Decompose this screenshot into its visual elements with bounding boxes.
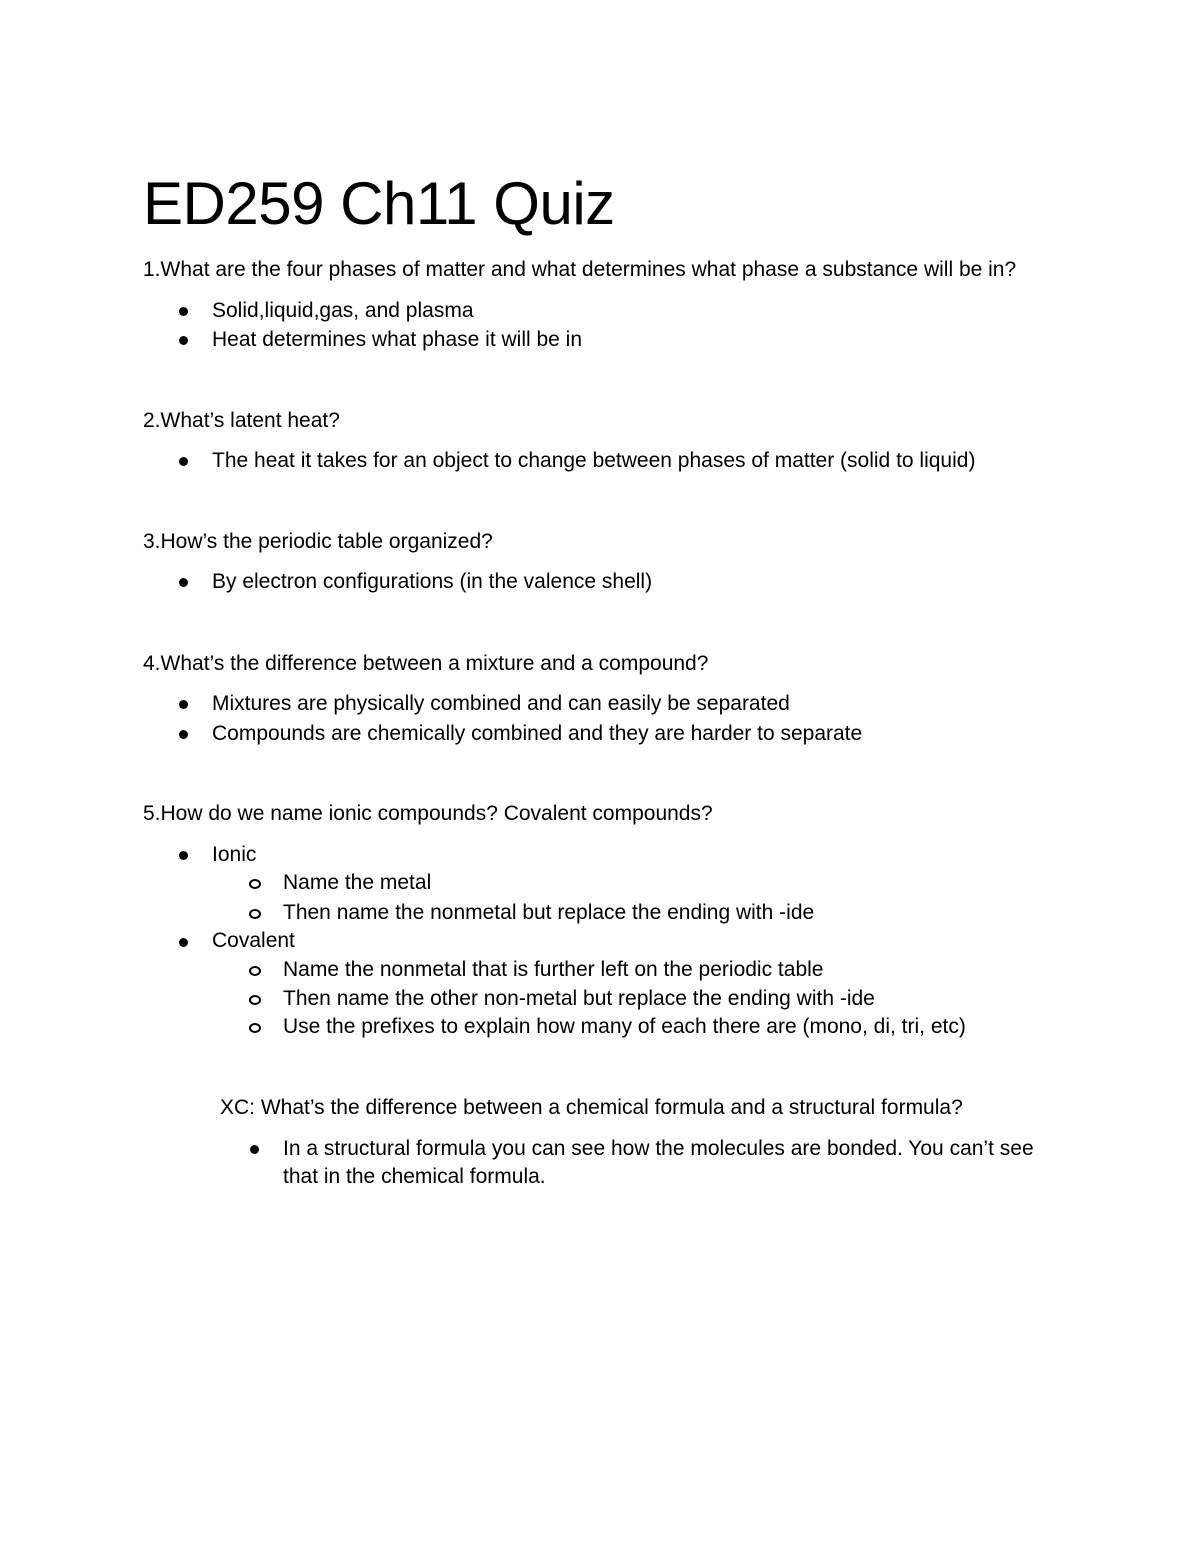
sub-bullet-icon — [249, 995, 261, 1005]
question-5 — [143, 800, 713, 828]
answer-sub-item: Then name the nonmetal but replace the ending with -ide — [283, 901, 815, 924]
bullet-icon — [250, 1145, 259, 1154]
question-4 — [143, 650, 708, 678]
bullet-icon — [179, 307, 188, 316]
answer-item: Solid,liquid,gas, and plasma — [212, 299, 474, 322]
bullet-icon — [179, 700, 188, 709]
sub-bullet-icon — [249, 966, 261, 976]
bullet-icon — [179, 851, 188, 860]
question-text: How’s the periodic table organized? — [160, 530, 493, 553]
question-number: 1. — [143, 258, 161, 281]
answer-sub-item: Name the nonmetal that is further left on the periodic table — [283, 958, 824, 981]
bullet-icon — [179, 578, 188, 587]
question-number: 3. — [143, 530, 161, 553]
bullet-icon — [179, 938, 188, 947]
bullet-icon — [179, 730, 188, 739]
sub-bullet-icon — [249, 909, 261, 919]
question-number: 2. — [143, 409, 161, 432]
question-1 — [143, 256, 1016, 284]
question-text: What’s latent heat? — [160, 409, 340, 432]
question-number: 4. — [143, 652, 161, 675]
question-3 — [143, 528, 493, 556]
answer-item: The heat it takes for an object to change between phases of matter (solid to liquid) — [212, 449, 976, 472]
answer-item: By electron configurations (in the valence shell) — [212, 570, 653, 593]
answer-item: Mixtures are physically combined and can easily be separated — [212, 692, 790, 715]
answer-item: Heat determines what phase it will be in — [212, 328, 583, 351]
sub-bullet-icon — [249, 879, 261, 889]
bullet-icon — [179, 336, 188, 345]
answer-group-label: Covalent — [212, 929, 295, 952]
extra-credit-question: XC: What’s the difference between a chemical formula and a structural formula? — [220, 1096, 963, 1119]
answer-group-label: Ionic — [212, 843, 257, 866]
bullet-icon — [179, 457, 188, 466]
answer-sub-item: Then name the other non-metal but replace the ending with -ide — [283, 987, 875, 1010]
question-2 — [143, 407, 340, 435]
question-text: How do we name ionic compounds? Covalent compounds? — [160, 802, 713, 825]
question-text: What’s the difference between a mixture and a compound? — [160, 652, 709, 675]
sub-bullet-icon — [249, 1023, 261, 1033]
answer-item: In a structural formula you can see how the molecules are bonded. You can’t see that in the chemical formula. — [283, 1137, 1034, 1188]
answer-item: Compounds are chemically combined and they are harder to separate — [212, 722, 863, 745]
question-text: What are the four phases of matter and what determines what phase a substance will be in? — [160, 258, 1017, 281]
question-number: 5. — [143, 802, 161, 825]
page-title: ED259 Ch11 Quiz — [143, 170, 615, 237]
answer-sub-item: Use the prefixes to explain how many of each there are (mono, di, tri, etc) — [283, 1015, 966, 1038]
answer-sub-item: Name the metal — [283, 871, 432, 894]
